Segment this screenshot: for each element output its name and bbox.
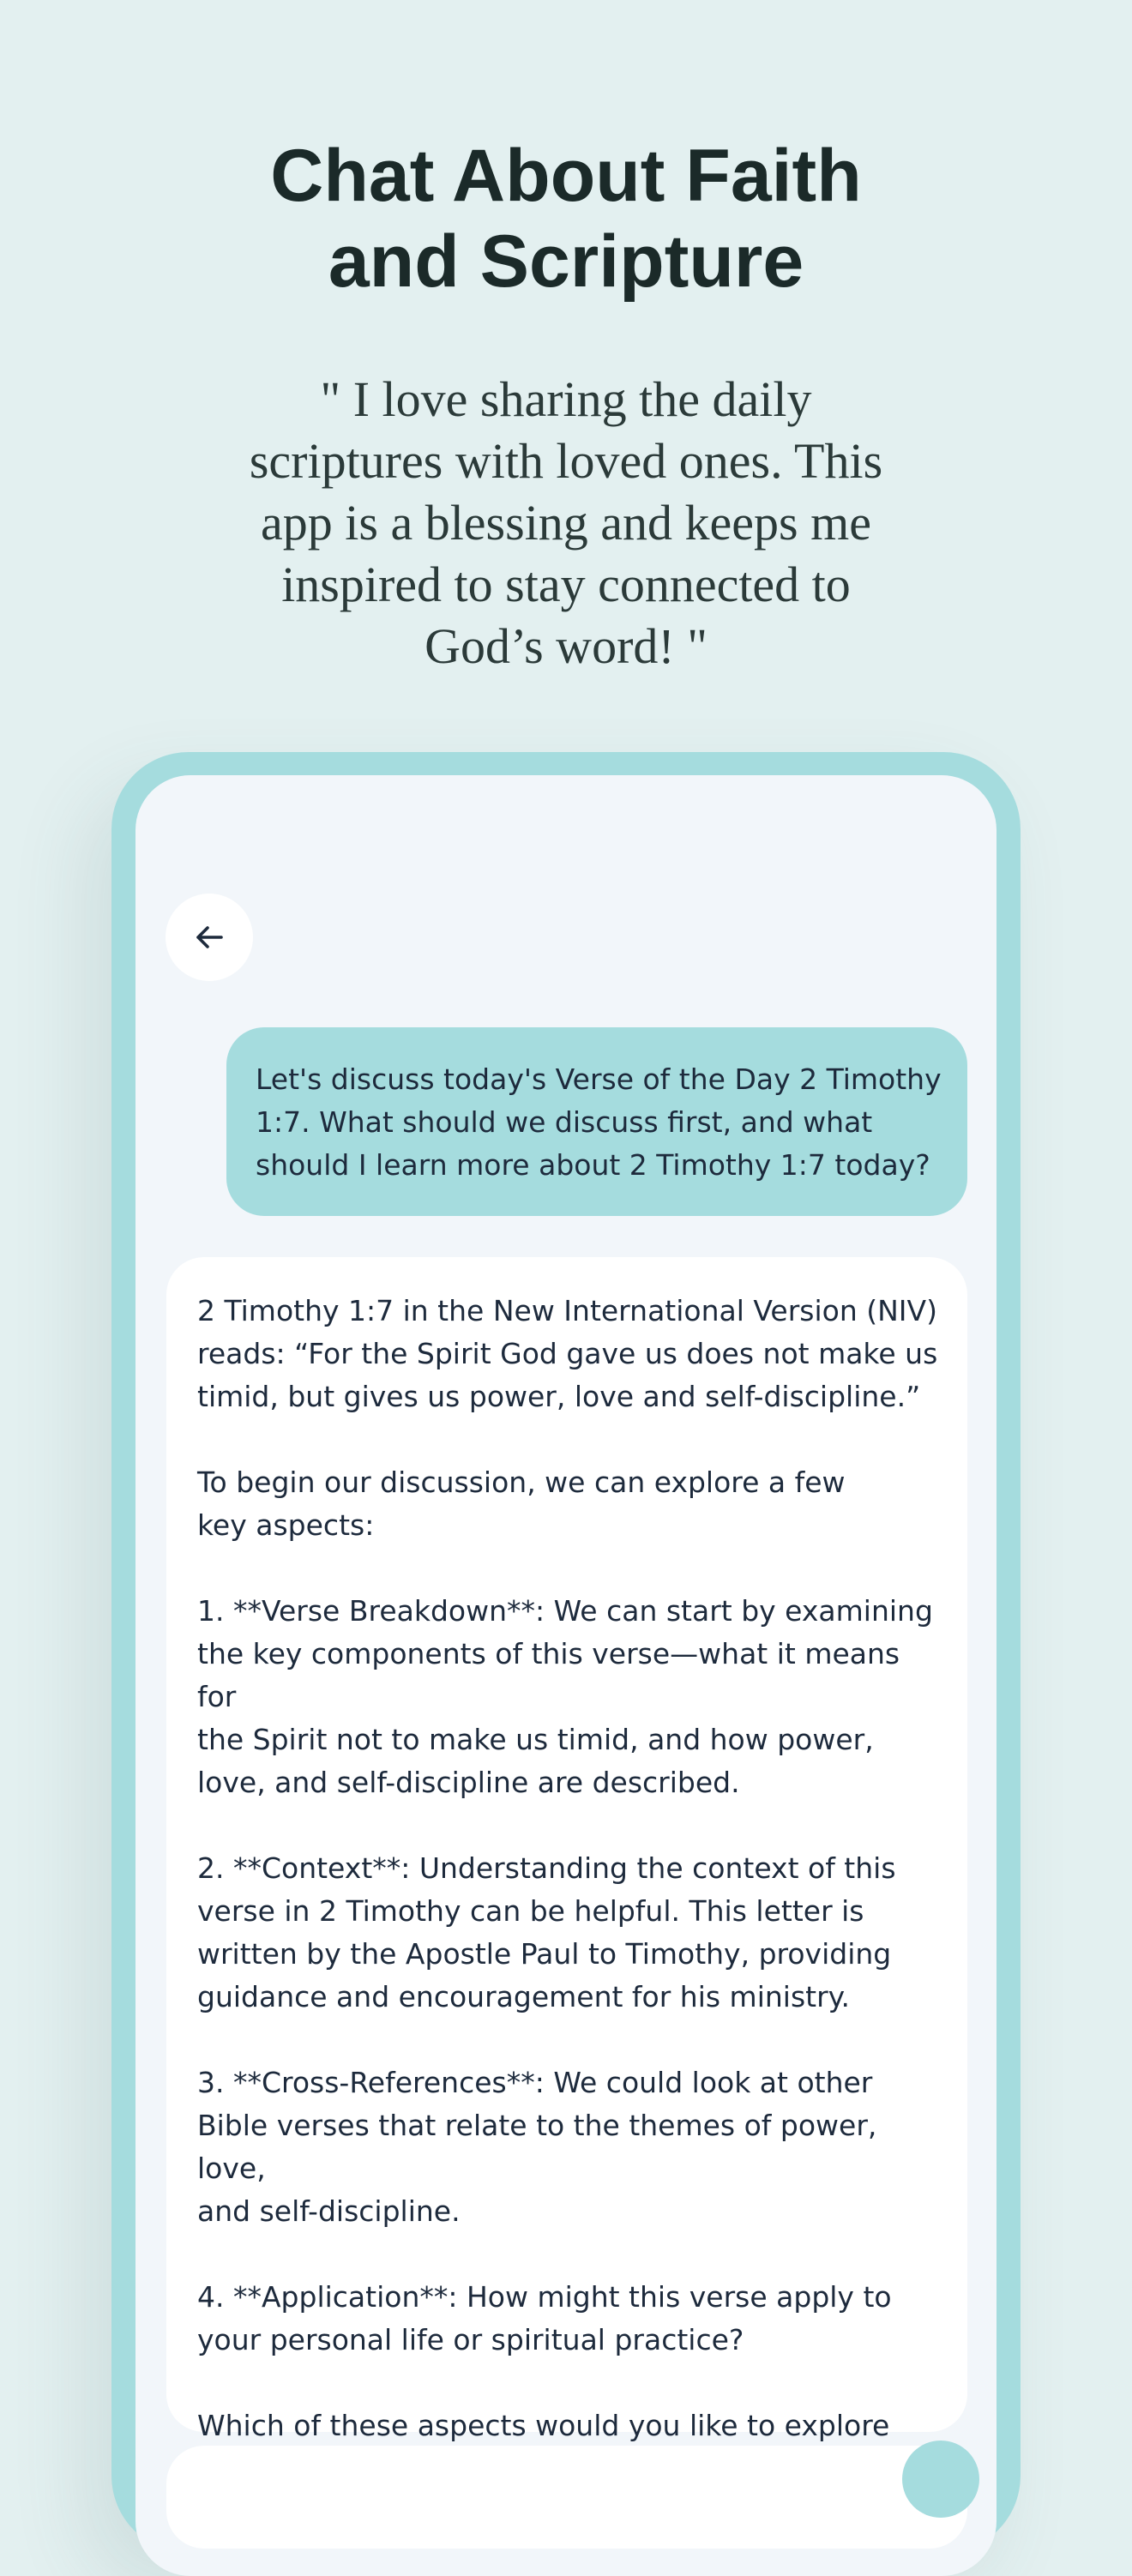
- assistant-paragraph: 3. **Cross-References**: We could look at other Bible verses that relate to the themes of power, love, and self-discipline.: [197, 2066, 877, 2228]
- chat-screen: [135, 775, 997, 2576]
- assistant-paragraph: 2 Timothy 1:7 in the New International Version (NIV) reads: “For the Spirit God gave us does not make us timid, but gives us power, love and self-discipline.”: [197, 1294, 938, 1413]
- assistant-paragraph: 1. **Verse Breakdown**: We can start by examining the key components of this verse—what it means for the Spirit not to make us timid, and how power, love, and self-discipline are described.: [197, 1594, 933, 1799]
- headline-line-2: and Scripture: [328, 220, 804, 303]
- testimonial-line-1: " I love sharing the daily: [320, 371, 812, 427]
- testimonial-line-4: inspired to stay connected to: [281, 557, 851, 612]
- testimonial-quote: [180, 369, 952, 677]
- page-headline: [0, 133, 1132, 304]
- assistant-paragraph: 2. **Context**: Understanding the context of this verse in 2 Timothy can be helpful. This letter is written by the Apostle Paul to Timothy, providing guidance and encouragement for his ministry.: [197, 1851, 896, 2013]
- headline-line-1: Chat About Faith: [270, 135, 862, 217]
- user-message-bubble: Let's discuss today's Verse of the Day 2 Timothy 1:7. What should we discuss first, and what should I learn more about 2 Timothy 1:7 today?: [226, 1027, 967, 1216]
- send-button[interactable]: [902, 2441, 979, 2518]
- testimonial-line-3: app is a blessing and keeps me: [261, 495, 871, 551]
- arrow-left-icon: [192, 920, 226, 954]
- message-input-bar[interactable]: [166, 2446, 967, 2549]
- assistant-message-bubble: [166, 1257, 967, 2442]
- assistant-paragraph: 4. **Application**: How might this verse apply to your personal life or spiritual practice?: [197, 2280, 892, 2356]
- assistant-paragraph: Which of these aspects would you like to explore: [197, 2409, 890, 2442]
- back-button[interactable]: [166, 894, 253, 981]
- testimonial-line-5: God’s word! ": [424, 618, 708, 674]
- assistant-paragraph: To begin our discussion, we can explore a few key aspects:: [197, 1466, 846, 1542]
- testimonial-line-2: scriptures with loved ones. This: [249, 433, 883, 489]
